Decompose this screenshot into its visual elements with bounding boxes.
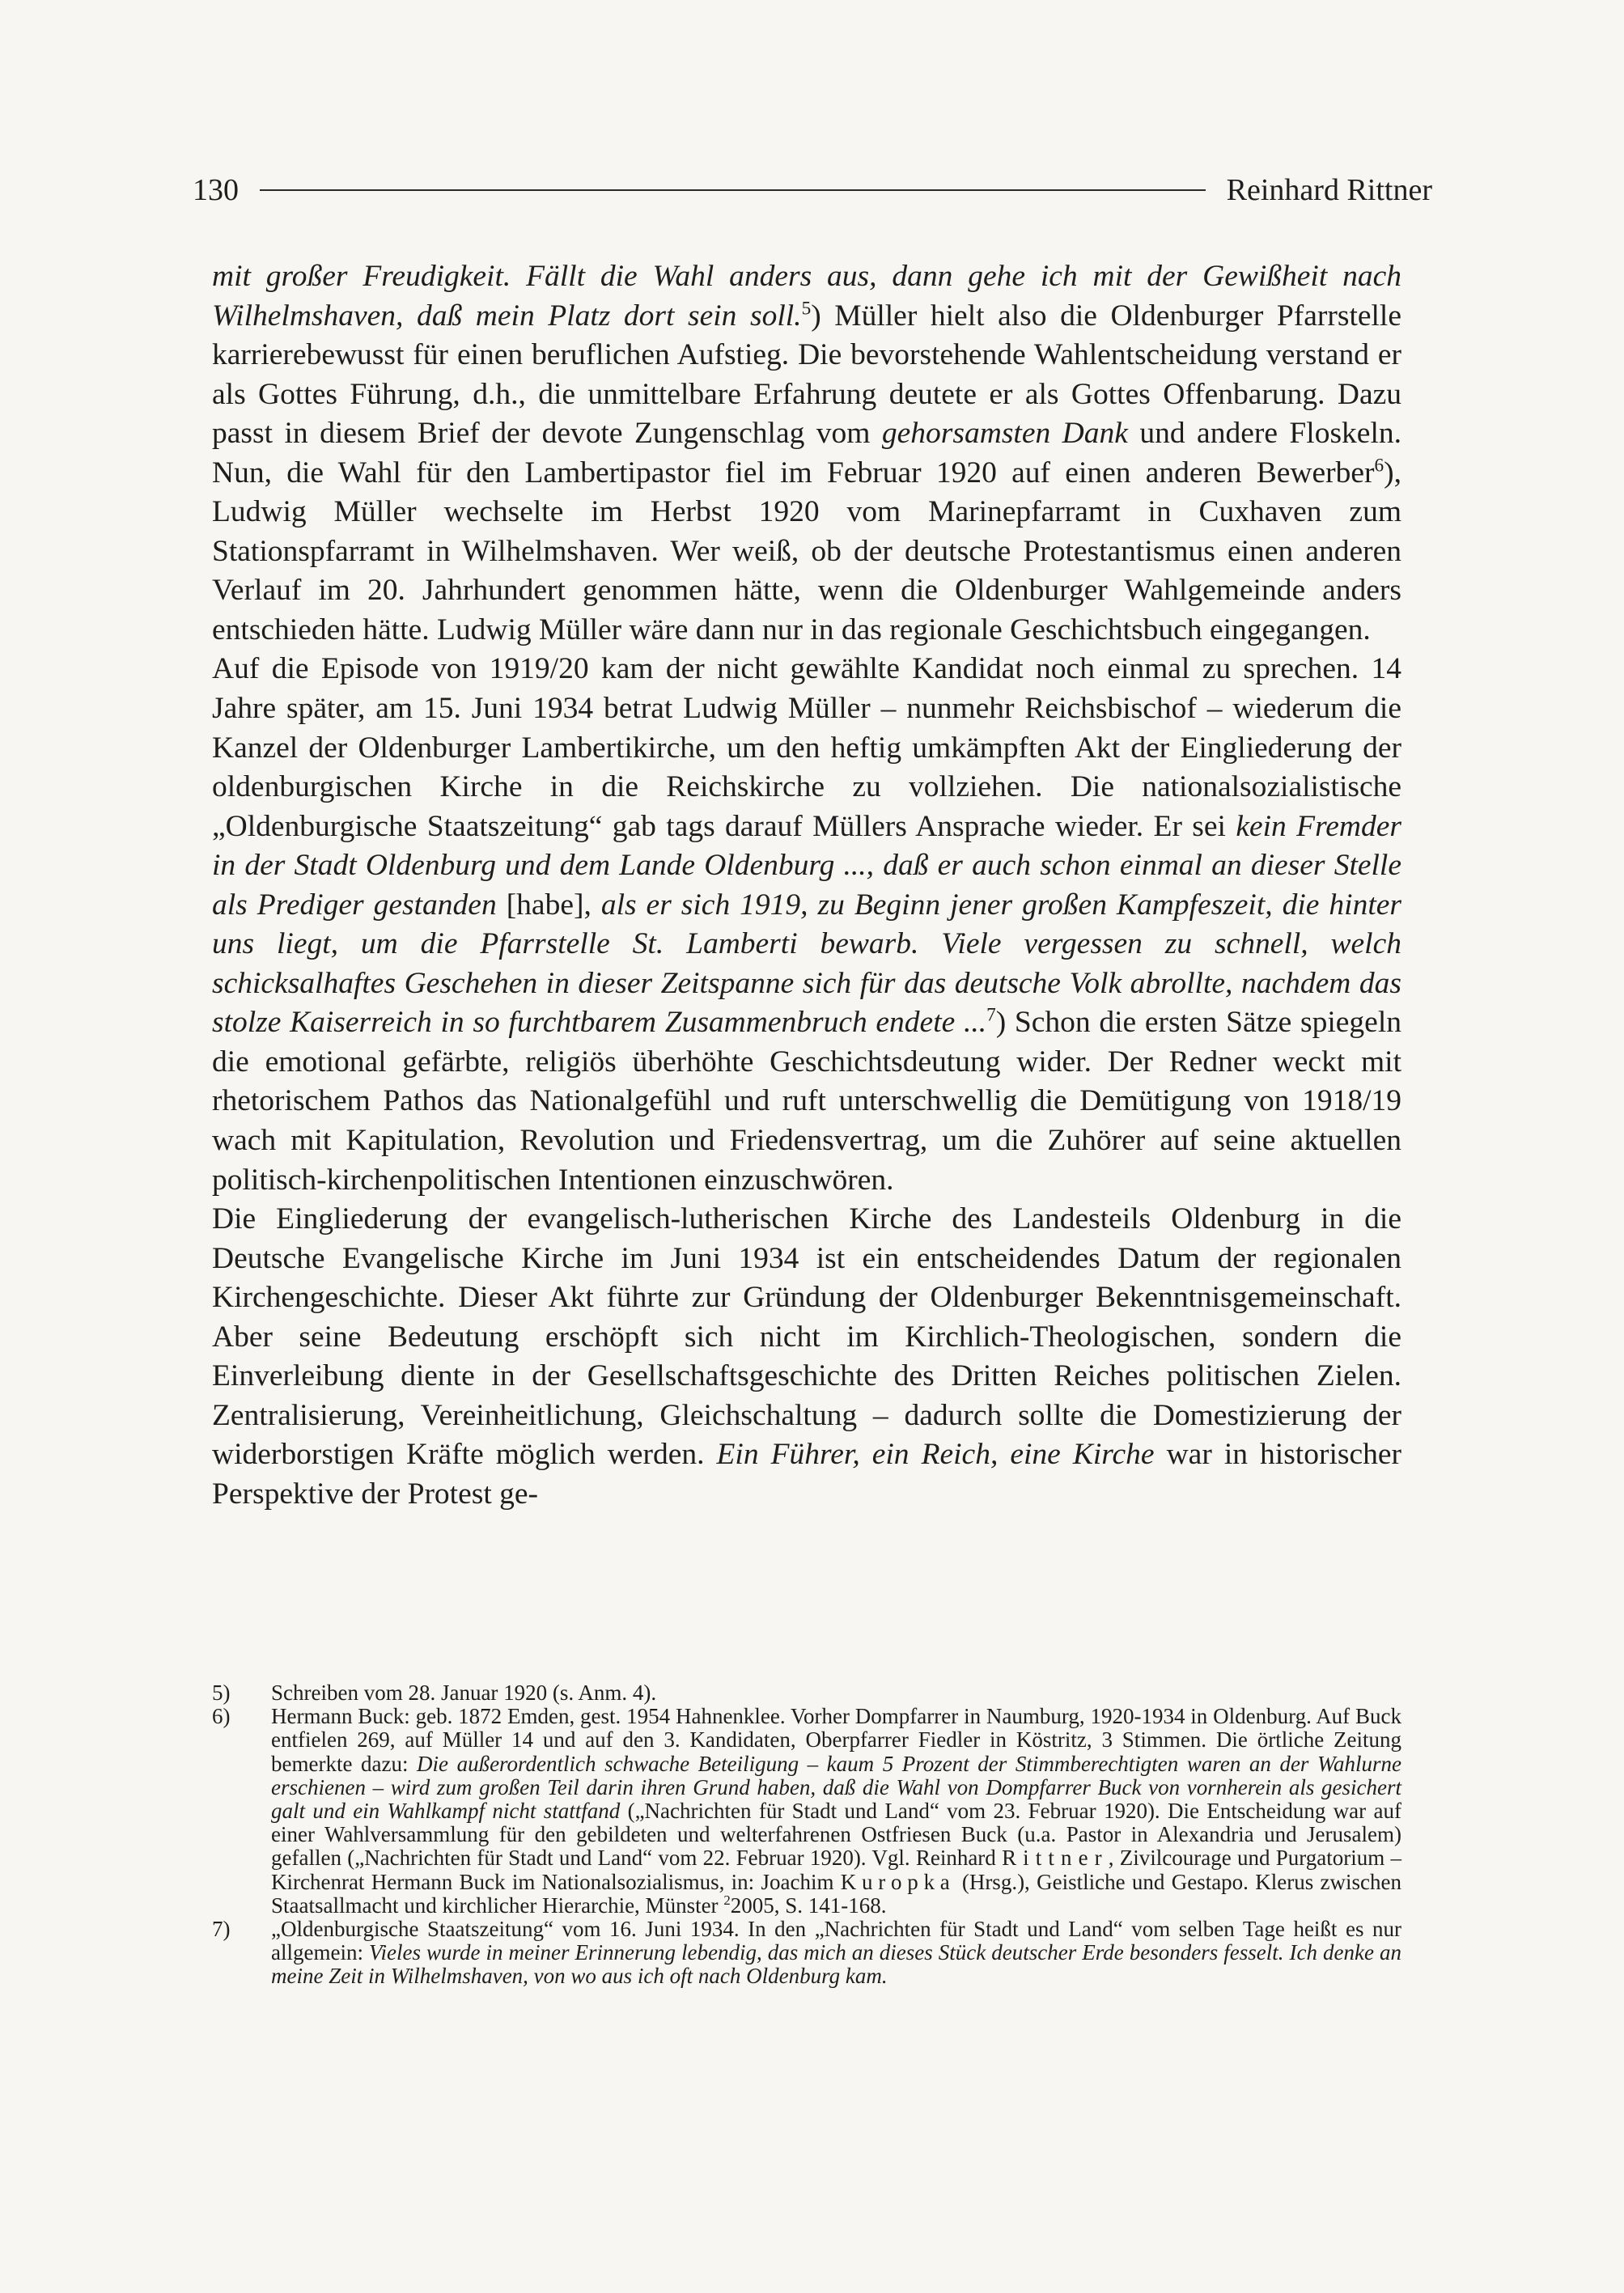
footnote-7: [212, 1918, 1401, 1989]
footnote-5: [212, 1681, 1401, 1705]
edition-superscript: 2: [723, 1892, 731, 1908]
paragraph-2: [212, 650, 1401, 1200]
footnote-number: 5): [212, 1681, 231, 1705]
footnote-text: [271, 1705, 1401, 1918]
footnote-text-part: Hermann Buck: geb. 1872 Emden, gest. 1954 Hahnenklee. Vorher Dompfarrer in Naumburg, 1920-1934 in Oldenburg. Auf Buck entfielen 269, auf Müller 14 und auf den 3. Kandidaten, Oberpfarrer Fiedler in Köstritz, 3 Stimmen. Die örtliche Zeitung bemerkte dazu:: [271, 1704, 1401, 1776]
footnote-ref-6[interactable]: 6: [1374, 455, 1384, 477]
page-number: 130: [193, 173, 239, 207]
quote-italic: kein Fremder in der Stadt Oldenburg und dem Lande Oldenburg ..., daß er auch schon einmal an dieser Stelle als Prediger gestanden: [212, 809, 1401, 922]
header-rule: [260, 189, 1206, 191]
paragraph-text: Auf die Episode von 1919/20 kam der nicht gewählte Kandidat noch einmal zu sprechen. 14 Jahre später, am 15. Juni 1934 betrat Ludwig Müller – nunmehr Reichsbischof – wiederum die Kanzel der Oldenburger Lambertikirche, um den heftig umkämpften Akt der Eingliederung der oldenburgischen Kirche in die Reichskirche zu vollziehen. Die nationalsozialistische „Oldenburgische Staatszeitung“ gab tags darauf Müllers Ansprache wieder. Er sei: [212, 652, 1401, 843]
paragraph-text: [habe],: [496, 888, 601, 922]
quote-italic: Ein Führer, ein Reich, eine Kirche: [716, 1438, 1155, 1472]
page-header: [193, 166, 1432, 214]
footnote-text: [271, 1918, 1401, 1989]
footnote-number: 6): [212, 1704, 231, 1729]
footnote-text-part: (Hrsg.), Geistliche und Gestapo. Klerus zwischen Staatsallmacht und kirchlicher Hierarchie, Münster: [271, 1869, 1401, 1918]
footnote-ref-5[interactable]: 5: [801, 298, 812, 320]
footnote-quote-italic: Die außerordentlich schwache Beteiligung – kaum 5 Prozent der Stimmberechtigten waren an der Wahlurne erschienen – wird zum großen Teil darin ihren Grund haben, daß die Wahl von Dompfarrer Buck von vornherein als gesichert galt und ein Wahlkampf nicht stattfand: [271, 1751, 1401, 1824]
main-text: [212, 257, 1401, 1515]
paragraph-text: ) Müller hielt also die Oldenburger Pfarrstelle karrierebewusst für einen beruflichen Aufstieg. Die bevorstehende Wahlentscheidung verstand er als Gottes Führung, d.h., die unmittelbare Erfahrung deutete er als Gottes Offenbarung. Dazu passt in diesem Brief der devote Zungenschlag vom: [212, 299, 1401, 451]
running-head-author: Reinhard Rittner: [1226, 173, 1432, 207]
footnotes: [212, 1681, 1401, 1989]
footnote-text-part: Schreiben vom 28. Januar 1920 (s. Anm. 4).: [271, 1681, 657, 1705]
author-surname-spaced: Rittner: [1002, 1846, 1109, 1871]
footnote-text-part: 2005, S. 141-168.: [730, 1892, 887, 1918]
quote-italic: mit großer Freudigkeit. Fällt die Wahl anders aus, dann gehe ich mit der Gewißheit nach Wilhelmshaven, daß mein Platz dort sein soll.: [212, 260, 1401, 333]
footnote-number: 7): [212, 1917, 231, 1942]
paragraph-1: [212, 257, 1401, 650]
paragraph-text: war in historischer Perspektive der Protest ge-: [212, 1438, 1402, 1511]
paragraph-text: und andere Floskeln. Nun, die Wahl für den Lambertipastor fiel im Februar 1920 auf einen anderen Bewerber: [212, 417, 1401, 490]
quote-italic: gehorsamsten Dank: [881, 417, 1128, 451]
footnote-text: [271, 1681, 1401, 1705]
footnote-ref-7[interactable]: 7: [986, 1004, 996, 1026]
paragraph-text: ) Schon die ersten Sätze spiegeln die emotional gefärbte, religiös überhöhte Geschichtsdeutung wider. Der Redner weckt mit rhetorischem Pathos das Nationalgefühl und ruft unterschwellig die Demütigung von 1918/19 wach mit Kapitulation, Revolution und Friedensvertrag, um die Zuhörer auf seine aktuellen politisch-kirchenpolitischen Intentionen einzuschwören.: [212, 1006, 1401, 1197]
paragraph-text: ), Ludwig Müller wechselte im Herbst 1920 vom Marinepfarramt in Cuxhaven zum Stationspfarramt in Wilhelmshaven. Wer weiß, ob der deutsche Protestantismus einen anderen Verlauf im 20. Jahrhundert genommen hätte, wenn die Oldenburger Wahlgemeinde anders entschieden hätte. Ludwig Müller wäre dann nur in das regionale Geschichtsbuch eingegangen.: [212, 456, 1401, 646]
quote-italic: als er sich 1919, zu Beginn jener großen Kampfeszeit, die hinter uns liegt, um die Pfarrstelle St. Lamberti bewarb. Viele vergessen zu schnell, welch schicksalhaftes Geschehen in dieser Zeitspanne sich für das deutsche Volk abrollte, nachdem das stolze Kaiserreich in so furchtbarem Zusammenbruch endete ...: [212, 888, 1401, 1040]
footnote-text-part: , Zivilcourage und Purgatorium – Kirchenrat Hermann Buck im Nationalsozialismus, in: Joachim: [271, 1846, 1401, 1894]
footnote-quote-italic: Vieles wurde in meiner Erinnerung lebendig, das mich an dieses Stück deutscher Erde besonders fesselt. Ich denke an meine Zeit in Wilhelmshaven, von wo aus ich oft nach Oldenburg kam.: [271, 1940, 1401, 1989]
footnote-text-part: „Oldenburgische Staatszeitung“ vom 16. Juni 1934. In den „Nachrichten für Stadt und Land“ vom selben Tage heißt es nur allgemein:: [271, 1917, 1401, 1965]
paragraph-3: [212, 1200, 1401, 1514]
editor-surname-spaced: Kuropka: [840, 1869, 956, 1894]
footnote-text-part: („Nachrichten für Stadt und Land“ vom 23. Februar 1920). Die Entscheidung war auf einer Wahlversammlung für den gebildeten und welterfahrenen Ostfriesen Buck (u.a. Pastor in Alexandria und Jerusalem) gefallen („Nachrichten für Stadt und Land“ vom 22. Februar 1920). Vgl. Reinhard: [271, 1799, 1401, 1871]
paragraph-text: Die Eingliederung der evangelisch-lutherischen Kirche des Landesteils Oldenburg in die Deutsche Evangelische Kirche im Juni 1934 ist ein entscheidendes Datum der regionalen Kirchengeschichte. Dieser Akt führte zur Gründung der Oldenburger Bekenntnisgemeinschaft. Aber seine Bedeutung erschöpft sich nicht im Kirchlich-Theologischen, sondern die Einverleibung diente in der Gesellschaftsgeschichte des Dritten Reiches politischen Zielen. Zentralisierung, Vereinheitlichung, Gleichschaltung – dadurch sollte die Domestizierung der widerborstigen Kräfte möglich werden.: [212, 1202, 1401, 1472]
footnote-6: [212, 1705, 1401, 1918]
